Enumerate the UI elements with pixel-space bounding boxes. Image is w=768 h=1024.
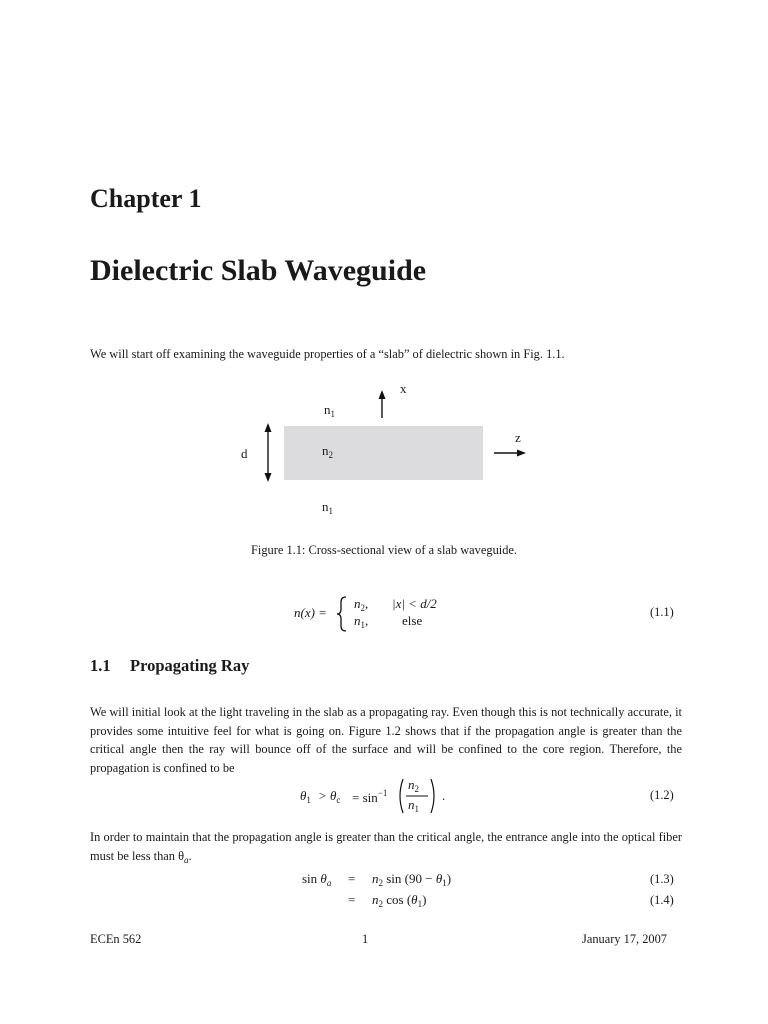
- section-title: Propagating Ray: [130, 656, 250, 675]
- z-axis-label: z: [515, 430, 521, 445]
- eq4-number: (1.4): [650, 893, 674, 907]
- n2-core-label: $n_2$: [322, 443, 333, 460]
- chapter-label: Chapter 1: [90, 184, 202, 213]
- eq2-middle: > $\theta_c$: [318, 788, 341, 805]
- x-axis-arrow: [379, 390, 386, 418]
- footer-page-number: 1: [362, 932, 369, 946]
- eq3-lhs: $\sin \theta_a$: [302, 871, 332, 888]
- section-heading: [90, 656, 249, 676]
- eq2-rhs: = $\sin^{-1}$: [352, 788, 388, 805]
- n1-top-label: $n_1$: [324, 402, 335, 419]
- eq2-lhs: $\theta_1$: [300, 788, 311, 805]
- eq1-case2-condition: else: [402, 613, 423, 628]
- eq1-lhs: n(x) =: [294, 605, 327, 620]
- eq3-number: (1.3): [650, 872, 674, 886]
- eq2-denominator: $n_1$: [408, 797, 419, 814]
- body-paragraph-2: In order to maintain that the propagation angle is greater than the critical angle, the entrance angle into the optical fiber must be less than $\theta_a$.: [90, 830, 682, 865]
- eq1-case1-condition: |x| < d/2: [392, 596, 437, 611]
- eq2-number: (1.2): [650, 788, 674, 802]
- eq1-brace: [336, 596, 348, 632]
- eq4-rhs: $n_2$ $\cos (\theta_1)$: [372, 892, 427, 909]
- chapter-title: Dielectric Slab Waveguide: [90, 254, 427, 287]
- z-axis-arrow: [494, 450, 526, 457]
- n1-bottom-label: $n_1$: [322, 499, 333, 516]
- section-number: 1.1: [90, 656, 111, 675]
- body-paragraph-1: We will initial look at the light traveling in the slab as a propagating ray. Even though this is not technically accurate, it provides some intuitive feel for what is going on. Figure 1.2 shows that if the propagation angle is greater than the critical angle then the ray will bounce off of the surface and will be confined to the core region. Therefore, the propagation is confined to be: [90, 705, 682, 775]
- eq1-case2-value: $n_1$,: [354, 613, 369, 630]
- eq3-relation: =: [348, 871, 356, 886]
- eq2-end: .: [442, 788, 446, 803]
- footer-course: ECEn 562: [90, 932, 142, 946]
- eq1-number: (1.1): [650, 605, 674, 619]
- figure-caption: Figure 1.1: Cross-sectional view of a slab waveguide.: [251, 543, 517, 557]
- eq1-case1-value: $n_2$,: [354, 596, 369, 613]
- eq2-numerator: $n_2$: [408, 777, 419, 794]
- thickness-arrow: [265, 423, 272, 482]
- equation-1-1: [294, 596, 494, 632]
- eq3-rhs: $n_2$ $\sin (90 - \theta_1)$: [372, 871, 452, 888]
- eq4-relation: =: [348, 892, 356, 907]
- footer-date: January 17, 2007: [582, 932, 667, 946]
- slab-core: [284, 426, 483, 480]
- equation-1-2: [300, 775, 450, 815]
- intro-paragraph: We will start off examining the waveguide properties of a “slab” of dielectric shown in Fig. 1.1.: [90, 347, 565, 361]
- thickness-label: d: [241, 446, 248, 461]
- x-axis-label: x: [400, 381, 407, 396]
